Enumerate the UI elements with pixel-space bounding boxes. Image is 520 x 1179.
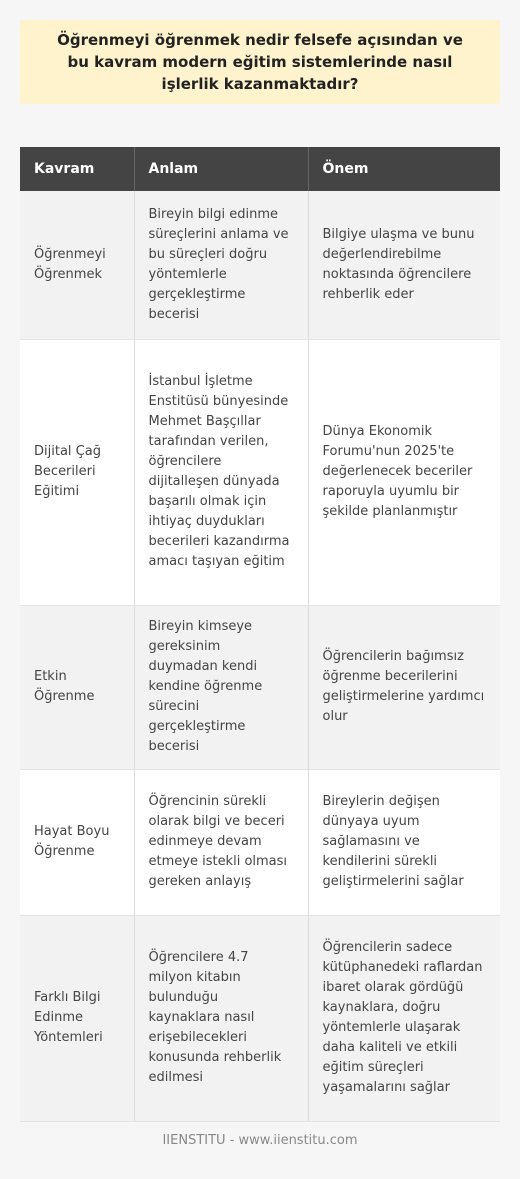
cell-kavram: Farklı Bilgi Edinme Yöntemleri: [20, 915, 134, 1121]
concept-table: [20, 147, 500, 1122]
cell-kavram: Etkin Öğrenme: [20, 605, 134, 769]
cell-onem: Bilgiye ulaşma ve bunu değerlendirebilme noktasında öğrencilere rehberlik eder: [308, 191, 500, 339]
cell-anlam: Bireyin bilgi edinme süreçlerini anlama ve bu süreçleri doğru yöntemlerle gerçekleştirme becerisi: [134, 191, 308, 339]
header-kavram: Kavram: [20, 147, 134, 191]
page-title: Öğrenmeyi öğrenmek nedir felsefe açısından ve bu kavram modern eğitim sistemlerinde nasıl işlerlik kazanmaktadır?: [57, 31, 463, 93]
cell-kavram: Dijital Çağ Becerileri Eğitimi: [20, 339, 134, 605]
footer-credit: IIENSTITU - www.iienstitu.com: [162, 1133, 358, 1148]
cell-onem: Dünya Ekonomik Forumu'nun 2025'te değerlenecek beceriler raporuyla uyumlu bir şekilde planlanmıştır: [308, 339, 500, 605]
table-row: [20, 769, 500, 915]
cell-anlam: Bireyin kimseye gereksinim duymadan kendi kendine öğrenme sürecini gerçekleştirme becerisi: [134, 605, 308, 769]
table-header: [20, 147, 500, 191]
cell-anlam: İstanbul İşletme Enstitüsü bünyesinde Mehmet Başçıllar tarafından verilen, öğrencilere dijitalleşen dünyada başarılı olmak için ihtiyaç duydukları becerileri kazandırma amacı taşıyan eğitim: [134, 339, 308, 605]
cell-anlam: Öğrencilere 4.7 milyon kitabın bulunduğu kaynaklara nasıl erişebilecekleri konusunda rehberlik edilmesi: [134, 915, 308, 1121]
cell-kavram: Öğrenmeyi Öğrenmek: [20, 191, 134, 339]
table-body: [20, 191, 500, 1121]
table-row: [20, 605, 500, 769]
table-row: [20, 915, 500, 1121]
cell-onem: Bireylerin değişen dünyaya uyum sağlamasını ve kendilerini sürekli geliştirmelerini sağlar: [308, 769, 500, 915]
table-row: [20, 339, 500, 605]
header-row: [20, 147, 500, 191]
cell-onem: Öğrencilerin sadece kütüphanedeki raflardan ibaret olarak gördüğü kaynaklara, doğru yöntemlerle ulaşarak daha kaliteli ve etkili eğitim süreçleri yaşamalarını sağlar: [308, 915, 500, 1121]
title-banner: [20, 20, 500, 104]
header-anlam: Anlam: [134, 147, 308, 191]
table-row: [20, 191, 500, 339]
cell-onem: Öğrencilerin bağımsız öğrenme becerilerini geliştirmelerine yardımcı olur: [308, 605, 500, 769]
cell-kavram: Hayat Boyu Öğrenme: [20, 769, 134, 915]
header-onem: Önem: [308, 147, 500, 191]
cell-anlam: Öğrencinin sürekli olarak bilgi ve beceri edinmeye devam etmeye istekli olması gereken anlayış: [134, 769, 308, 915]
